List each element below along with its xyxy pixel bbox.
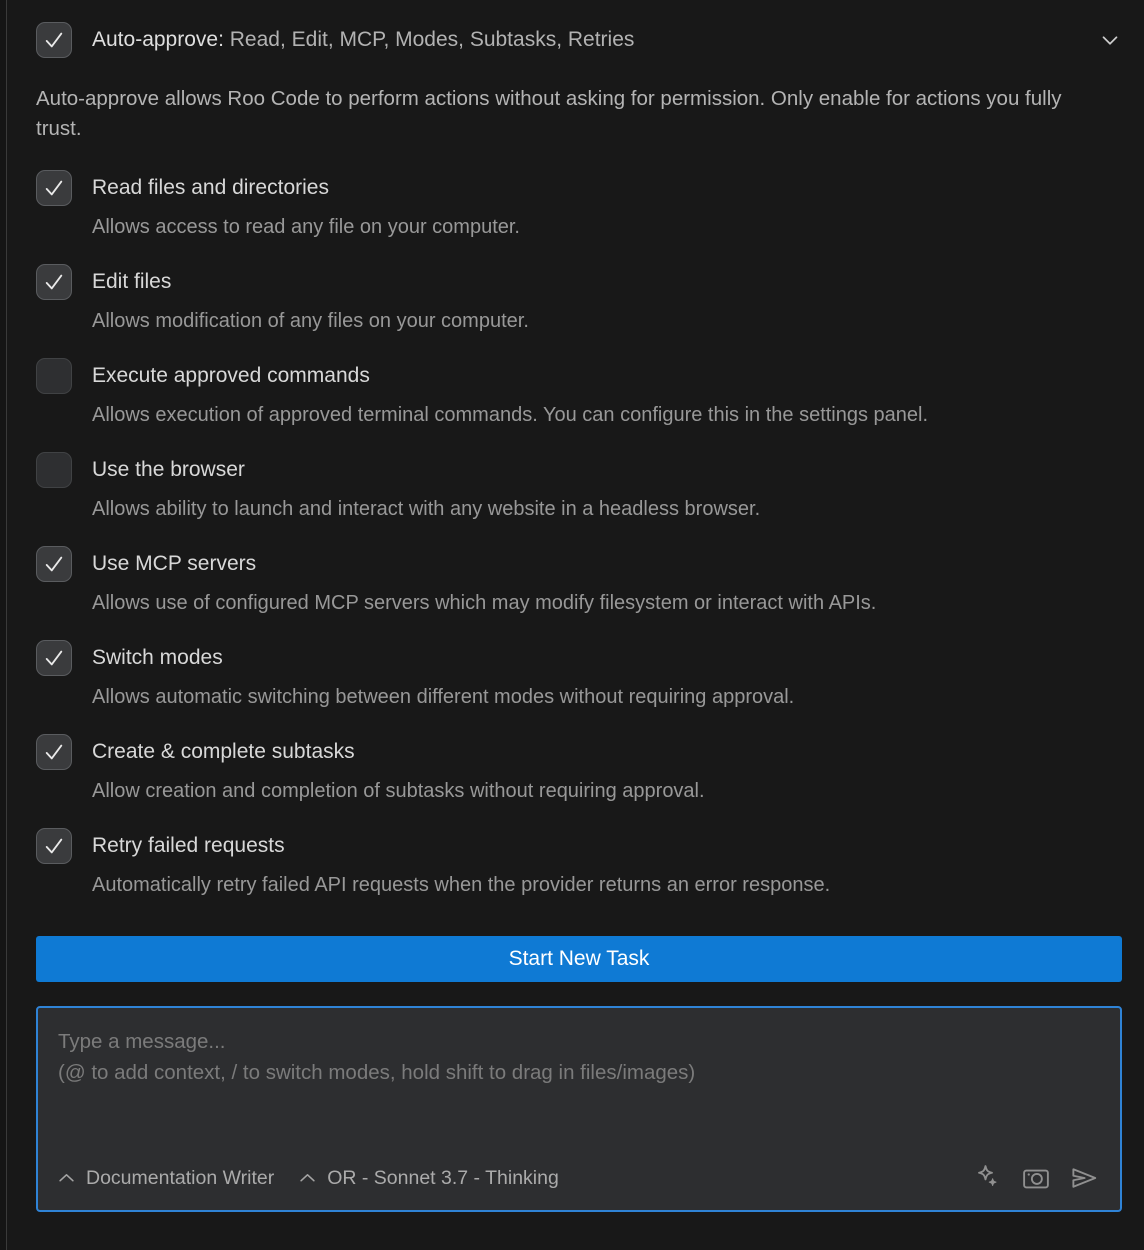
sparkle-icon — [973, 1163, 1003, 1193]
checkmark-icon — [43, 741, 65, 763]
checkmark-icon — [43, 835, 65, 857]
model-selector[interactable] — [299, 1167, 559, 1190]
options-list — [36, 170, 1122, 900]
roo-code-panel — [36, 0, 1122, 1212]
option-label: Use the browser — [92, 458, 245, 481]
option-checkbox[interactable] — [36, 640, 72, 676]
add-image-button[interactable] — [1020, 1162, 1052, 1194]
option-checkbox[interactable] — [36, 546, 72, 582]
auto-approve-option-row — [36, 170, 1122, 242]
option-checkbox[interactable] — [36, 170, 72, 206]
auto-approve-description: Auto-approve allows Roo Code to perform actions without asking for permission. Only enable for actions you fully trust. — [36, 87, 1062, 140]
auto-approve-option-row — [36, 546, 1122, 618]
checkmark-icon — [43, 29, 65, 51]
option-checkbox[interactable] — [36, 264, 72, 300]
option-description: Allows execution of approved terminal commands. You can configure this in the settings panel. — [92, 404, 929, 426]
auto-approve-title-label: Auto-approve: — [92, 28, 224, 51]
panel-left-divider — [0, 0, 7, 1250]
checkmark-icon — [43, 647, 65, 669]
option-description: Allow creation and completion of subtasks without requiring approval. — [92, 780, 705, 802]
option-description: Allows use of configured MCP servers which may modify filesystem or interact with APIs. — [92, 592, 877, 614]
option-description: Allows ability to launch and interact with any website in a headless browser. — [92, 498, 761, 520]
mode-selector-label: Documentation Writer — [86, 1166, 275, 1189]
option-label: Create & complete subtasks — [92, 740, 355, 763]
option-label: Use MCP servers — [92, 552, 257, 575]
composer-toolbar — [58, 1162, 1100, 1194]
option-checkbox[interactable] — [36, 828, 72, 864]
chevron-down-icon — [1097, 27, 1123, 53]
message-composer — [36, 1006, 1122, 1212]
option-label: Retry failed requests — [92, 834, 285, 857]
input-placeholder-line2: (@ to add context, / to switch modes, hold shift to drag in files/images) — [58, 1061, 696, 1084]
auto-approve-summary: Read, Edit, MCP, Modes, Subtasks, Retries — [229, 28, 635, 51]
option-label: Switch modes — [92, 646, 223, 669]
model-selector-label: OR - Sonnet 3.7 - Thinking — [327, 1166, 559, 1189]
auto-approve-option-row — [36, 734, 1122, 806]
auto-approve-header — [36, 22, 1122, 58]
auto-approve-option-row — [36, 358, 1122, 430]
send-message-button[interactable] — [1068, 1162, 1100, 1194]
auto-approve-option-row — [36, 828, 1122, 900]
option-description: Automatically retry failed API requests when the provider returns an error response. — [92, 874, 831, 896]
camera-icon — [1021, 1163, 1051, 1193]
auto-approve-option-row — [36, 640, 1122, 712]
start-new-task-button[interactable]: Start New Task — [36, 936, 1122, 982]
checkmark-icon — [43, 553, 65, 575]
option-description: Allows access to read any file on your computer. — [92, 216, 520, 238]
auto-approve-master-checkbox[interactable] — [36, 22, 72, 58]
option-checkbox[interactable] — [36, 358, 72, 394]
message-input[interactable] — [58, 1026, 1100, 1162]
option-checkbox[interactable] — [36, 734, 72, 770]
option-label: Read files and directories — [92, 176, 329, 199]
auto-approve-title — [92, 28, 634, 52]
input-placeholder-line1: Type a message... — [58, 1030, 226, 1053]
chevron-up-icon — [299, 1172, 316, 1184]
chevron-up-icon — [58, 1172, 75, 1184]
option-label: Execute approved commands — [92, 364, 370, 387]
auto-approve-option-row — [36, 264, 1122, 336]
option-description: Allows automatic switching between different modes without requiring approval. — [92, 686, 795, 708]
collapse-section-button[interactable] — [1092, 22, 1128, 58]
option-label: Edit files — [92, 270, 172, 293]
mode-selector[interactable] — [58, 1167, 274, 1190]
checkmark-icon — [43, 177, 65, 199]
send-icon — [1069, 1163, 1099, 1193]
option-checkbox[interactable] — [36, 452, 72, 488]
checkmark-icon — [43, 271, 65, 293]
auto-approve-option-row — [36, 452, 1122, 524]
enhance-prompt-button[interactable] — [972, 1162, 1004, 1194]
option-description: Allows modification of any files on your computer. — [92, 310, 529, 332]
